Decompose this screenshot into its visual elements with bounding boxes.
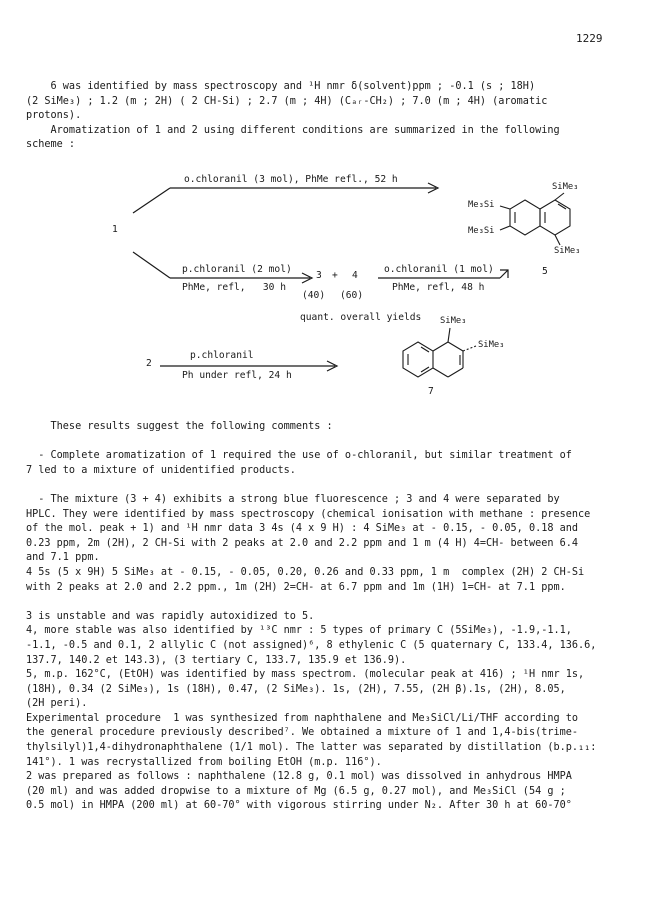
branch-line-up (133, 188, 170, 213)
text-line: thylsilyl)1,4-dihydronaphthalene (1/1 mol). The latter was separated by distillation (b.p.₁₁: (26, 742, 597, 754)
text-line: -1.1, -0.5 and 0.1, 2 allylic C (not assigned)⁶, 8 ethylenic C (5 quaternary C, 133.4, 136.6, (26, 639, 597, 651)
compound-3-label: 3 (316, 270, 322, 281)
yields-note: quant. overall yields (300, 312, 422, 323)
ratio-3: (40) (302, 290, 326, 301)
low-arrow-conditions: PhMe, refl, 30 h (182, 282, 286, 293)
second-arrow-reagent: o.chloranil (1 mol) (384, 264, 494, 275)
text-line: - Complete aromatization of 1 required the use of o-chloranil, but similar treatment of (26, 450, 572, 462)
top-arrow-reagent: o.chloranil (3 mol), PhMe refl., 52 h (184, 174, 398, 185)
reaction-scheme (0, 160, 672, 420)
text-line: 5, m.p. 162°C, (EtOH) was identified by mass spectrom. (molecular peak at 416) ; ¹H nmr 1s, (26, 669, 585, 681)
second-arrow-conditions: PhMe, refl, 48 h (392, 282, 485, 293)
text-line: the general procedure previously described⁷. We obtained a mixture of 1 and 1,4-bis(trime- (26, 727, 579, 739)
low-arrow-reagent: p.chloranil (2 mol) (182, 264, 292, 275)
scheme-arrows (0, 160, 672, 420)
compound-7-label: 7 (428, 386, 434, 397)
text-line: and 7.1 ppm. (26, 552, 100, 564)
text-line: (2H peri). (26, 698, 88, 710)
text-line: 137.7, 140.2 et 143.3), (3 tertiary C, 133.7, 135.9 et 136.9). (26, 654, 407, 666)
arrow-2-conditions: Ph under refl, 24 h (182, 370, 292, 381)
text-line: Experimental procedure 1 was synthesized from naphthalene and Me₃SiCl/Li/THF according to (26, 712, 579, 724)
compound-4-label: 4 (352, 270, 358, 281)
text-line: (20 ml) and was added dropwise to a mixture of Mg (6.5 g, 0.27 mol), and Me₃SiCl (54 g ; (26, 785, 566, 797)
plus-sign: + (332, 270, 338, 281)
compound-1-label: 1 (112, 224, 118, 235)
compound-5-sub-bottom: SiMe₃ (554, 246, 581, 256)
text-line: These results suggest the following comments : (26, 421, 333, 432)
discussion-body (26, 420, 654, 814)
text-line: of the mol. peak + 1) and ¹H nmr data 3 4s (4 x 9 H) : 4 SiMe₃ at - 0.15, - 0.05, 0.18 and (26, 523, 579, 535)
text-line (26, 435, 654, 450)
text-line: HPLC. They were identified by mass spectroscopy (chemical ionisation with methane : presence (26, 508, 591, 520)
text-line: scheme : (26, 139, 76, 151)
second-arrow-tip (500, 270, 508, 278)
arrow-2-reagent: p.chloranil (190, 350, 254, 361)
text-line: 6 was identified by mass spectroscopy and ¹H nmr δ(solvent)ppm ; -0.1 (s ; 18H) (26, 81, 536, 92)
text-line (26, 595, 654, 610)
compound-5-label: 5 (542, 266, 548, 277)
text-line: 4, more stable was also identified by ¹³C nmr : 5 types of primary C (5SiMe₃), -1.9,-1.1, (26, 625, 572, 637)
compound-7-sub-right: SiMe₃ (478, 340, 505, 350)
intro-paragraph (26, 80, 654, 153)
text-line: 4 5s (5 x 9H) 5 SiMe₃ at - 0.15, - 0.05, 0.20, 0.26 and 0.33 ppm, 1 m complex (2H) 2 CH-Si (26, 566, 585, 578)
text-line: with 2 peaks at 2.0 and 2.2 ppm., 1m (2H) 2=CH- at 6.7 ppm and 1m (1H) 1=CH- at 7.1 ppm. (26, 581, 566, 593)
text-line: - The mixture (3 + 4) exhibits a strong blue fluorescence ; 3 and 4 were separated by (26, 493, 560, 505)
text-line: 3 is unstable and was rapidly autoxidized to 5. (26, 610, 315, 622)
page-number: 1229 (576, 32, 603, 45)
compound-5-sub-top: SiMe₃ (552, 182, 579, 192)
text-line: 7 led to a mixture of unidentified products. (26, 464, 296, 476)
compound-5-sub-lower-left: Me₃Si (468, 226, 495, 236)
compound-7-structure (403, 328, 476, 377)
compound-7-sub-top: SiMe₃ (440, 316, 467, 326)
text-line: 0.5 mol) in HMPA (200 ml) at 60-70° with vigorous stirring under N₂. After 30 h at 60-70° (26, 800, 572, 812)
compound-2-label: 2 (146, 358, 152, 369)
compound-5-structure (500, 193, 570, 245)
branch-line-down (133, 252, 170, 278)
text-line: 0.23 ppm, 2m (2H), 2 CH-Si with 2 peaks at 2.0 and 2.2 ppm and 1 m (4 H) 4=CH- between 6.4 (26, 537, 579, 549)
text-line: 2 was prepared as follows : naphthalene (12.8 g, 0.1 mol) was dissolved in anhydrous HMPA (26, 771, 572, 783)
text-line: 141°). 1 was recrystallized from boiling EtOH (m.p. 116°). (26, 756, 382, 768)
compound-5-sub-upper-left: Me₃Si (468, 200, 495, 210)
text-line: (2 SiMe₃) ; 1.2 (m ; 2H) ( 2 CH-Si) ; 2.7 (m ; 4H) (Cₐᵣ-CH₂) ; 7.0 (m ; 4H) (aromatic (26, 95, 548, 107)
ratio-4: (60) (340, 290, 364, 301)
text-line: Aromatization of 1 and 2 using different conditions are summarized in the following (26, 124, 560, 136)
text-line: (18H), 0.34 (2 SiMe₃), 1s (18H), 0.47, (2 SiMe₃). 1s, (2H), 7.55, (2H β).1s, (2H), 8.05, (26, 683, 566, 695)
text-line (26, 478, 654, 493)
text-line: protons). (26, 110, 82, 122)
